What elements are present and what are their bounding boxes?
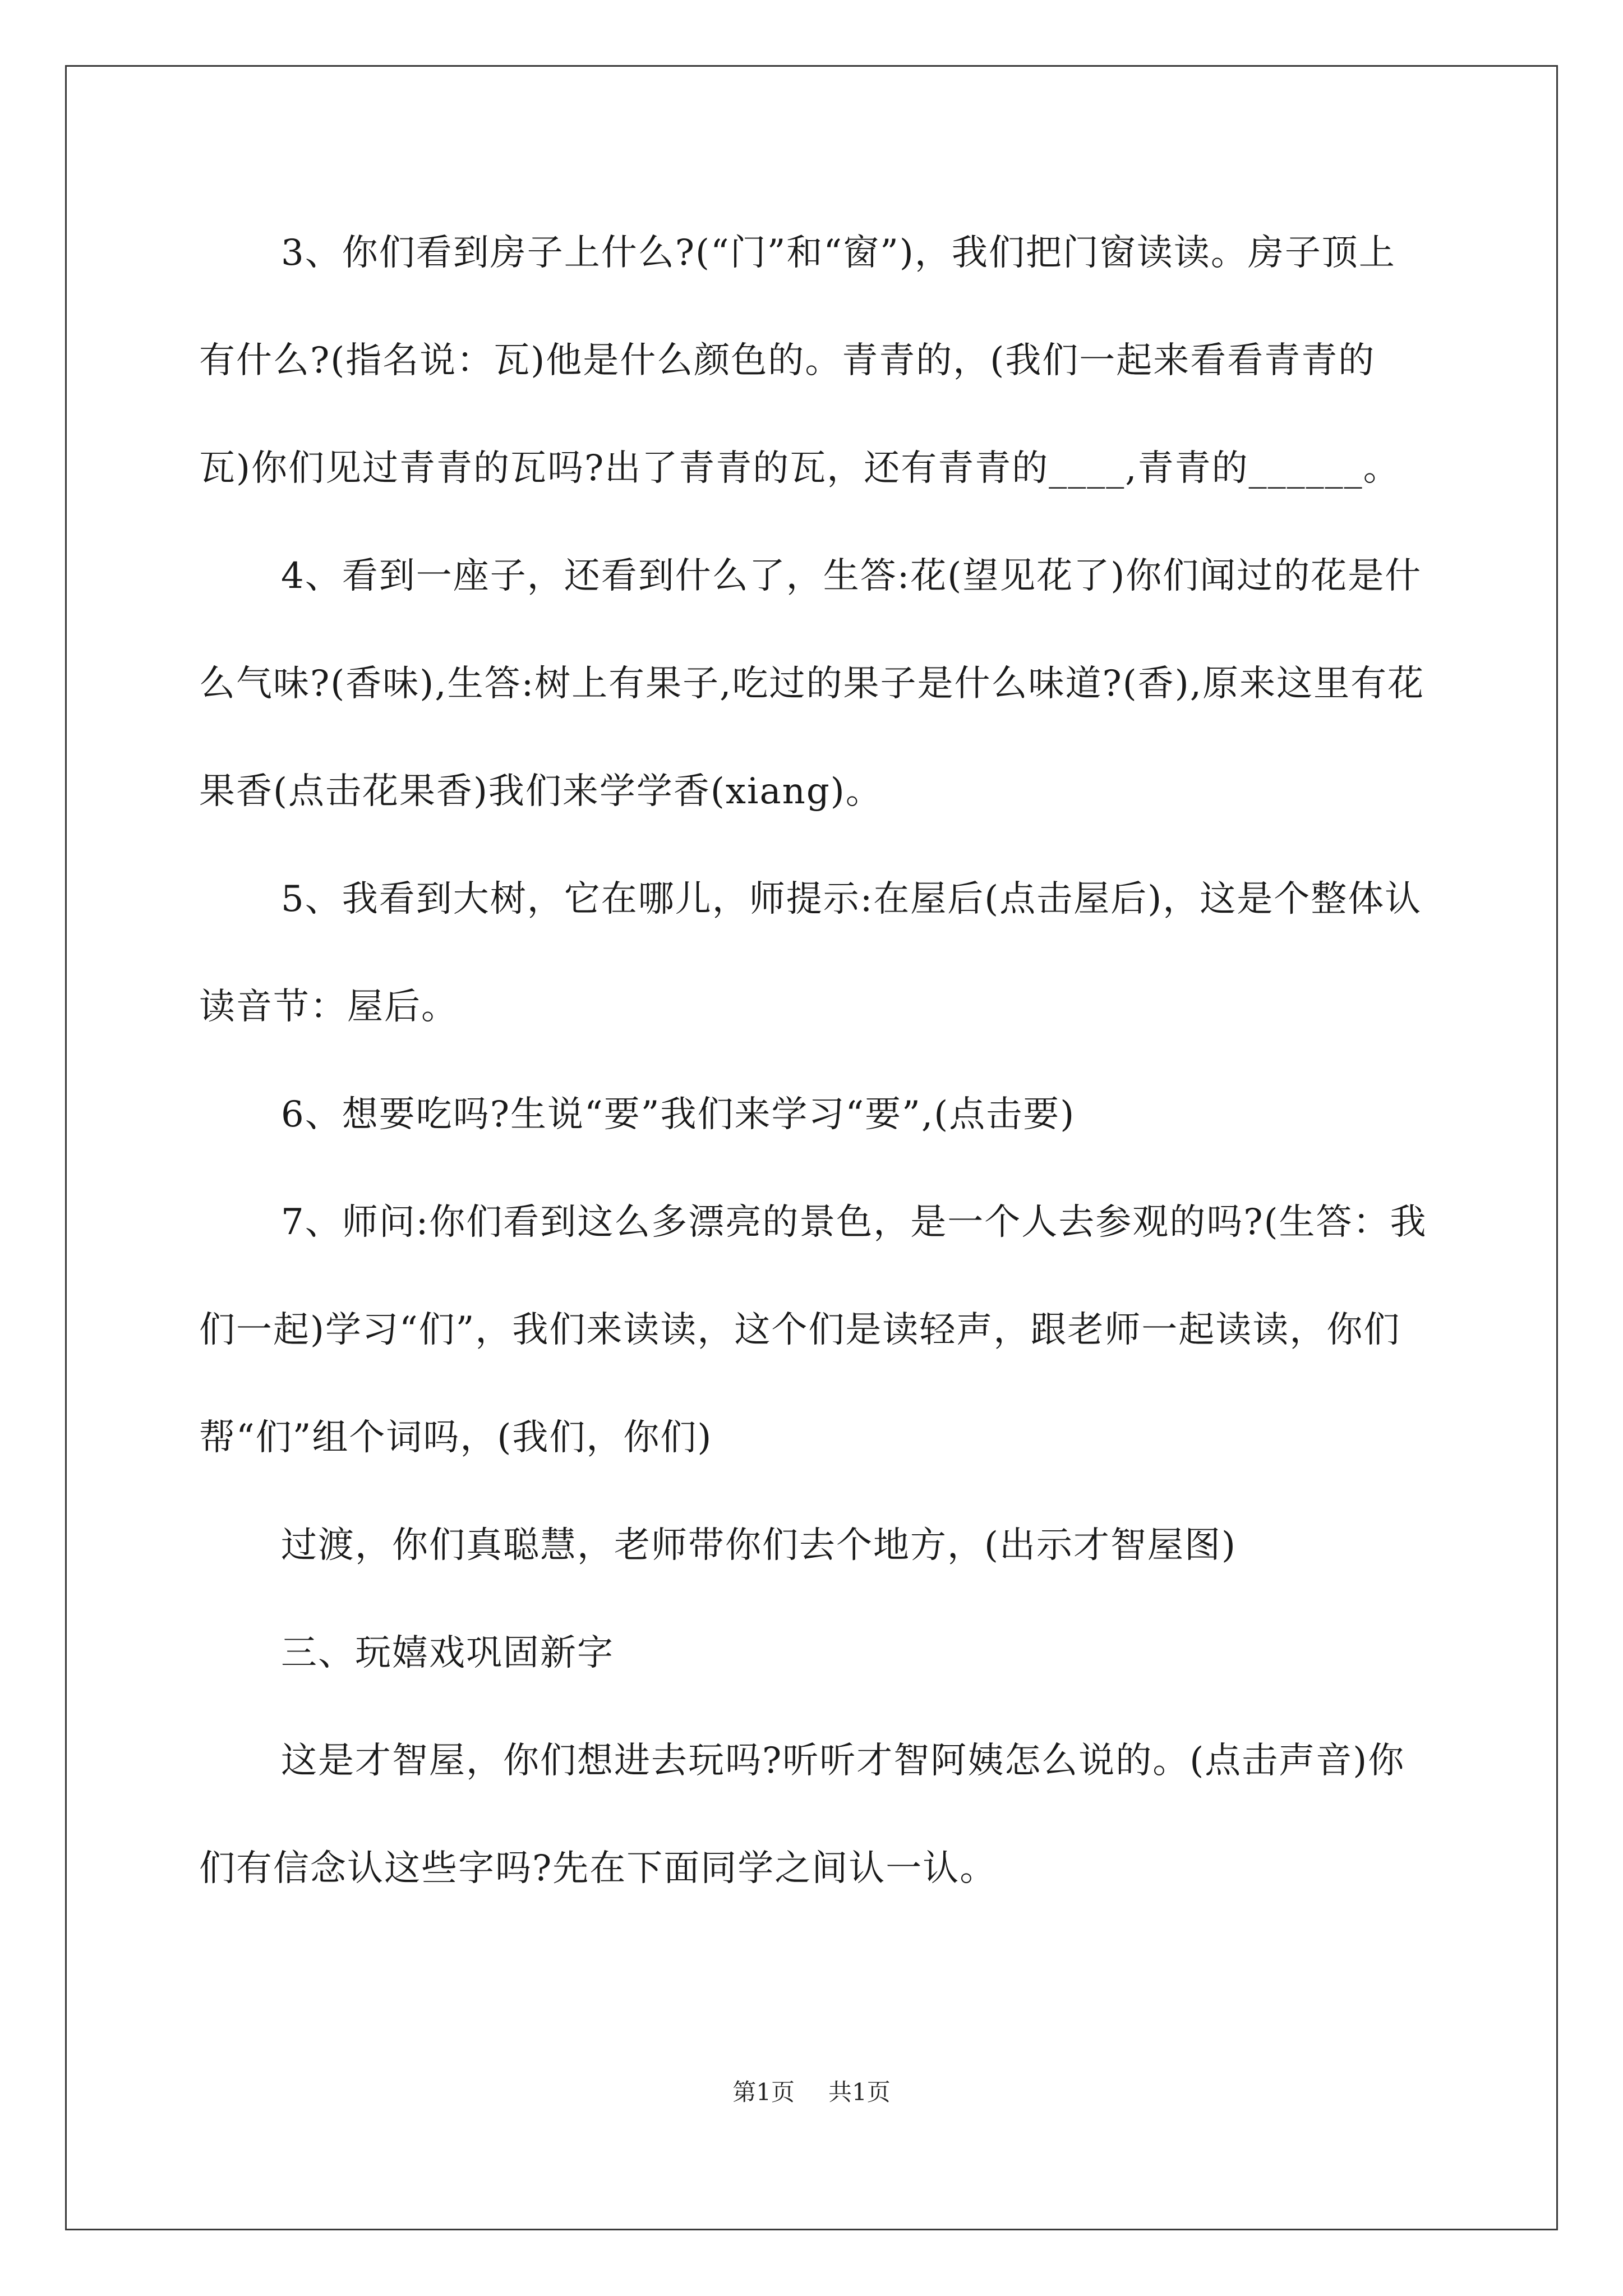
paragraph-wisdom-house: 这是才智屋，你们想进去玩吗?听听才智阿姨怎么说的。(点击声音)你们有信念认这些字吗?先在下面同学之间认一认。 (199, 1740, 1405, 1889)
paragraph-step-5: 5、我看到大树，它在哪儿，师提示:在屋后(点击屋后)，这是个整体认读音节：屋后。 (199, 878, 1422, 1028)
paragraph-step-6: 6、想要吃吗?生说“要”我们来学习“要”,(点击要) (281, 1094, 1076, 1135)
paragraph-step-7: 7、师问:你们看到这么多漂亮的景色，是一个人去参观的吗?(生答：我们一起)学习“们”，我们来读读，这个们是读轻声，跟老师一起读读，你们帮“们”组个词吗，(我们，你们) (199, 1202, 1427, 1458)
document-body (199, 199, 1427, 1922)
page-footer (0, 2076, 1623, 2109)
page-number-current: 第1页 (732, 2078, 795, 2106)
page-number-total: 共1页 (828, 2078, 891, 2106)
paragraph-step-3: 3、你们看到房子上什么?(“门”和“窗”)，我们把门窗读读。房子顶上有什么?(指名说：瓦)他是什么颜色的。青青的，(我们一起来看看青青的瓦)你们见过青青的瓦吗?出了青青的瓦，还有青青的____,青青的______。 (199, 232, 1400, 489)
section-heading-games: 三、玩嬉戏巩固新字 (281, 1632, 614, 1674)
paragraph-step-4: 4、看到一座子，还看到什么了，生答:花(望见花了)你们闻过的花是什么气味?(香味),生答:树上有果子,吃过的果子是什么味道?(香),原来这里有花果香(点击花果香)我们来学学香(xiang)。 (199, 555, 1425, 812)
paragraph-transition: 过渡，你们真聪慧，老师带你们去个地方，(出示才智屋图) (281, 1525, 1237, 1566)
